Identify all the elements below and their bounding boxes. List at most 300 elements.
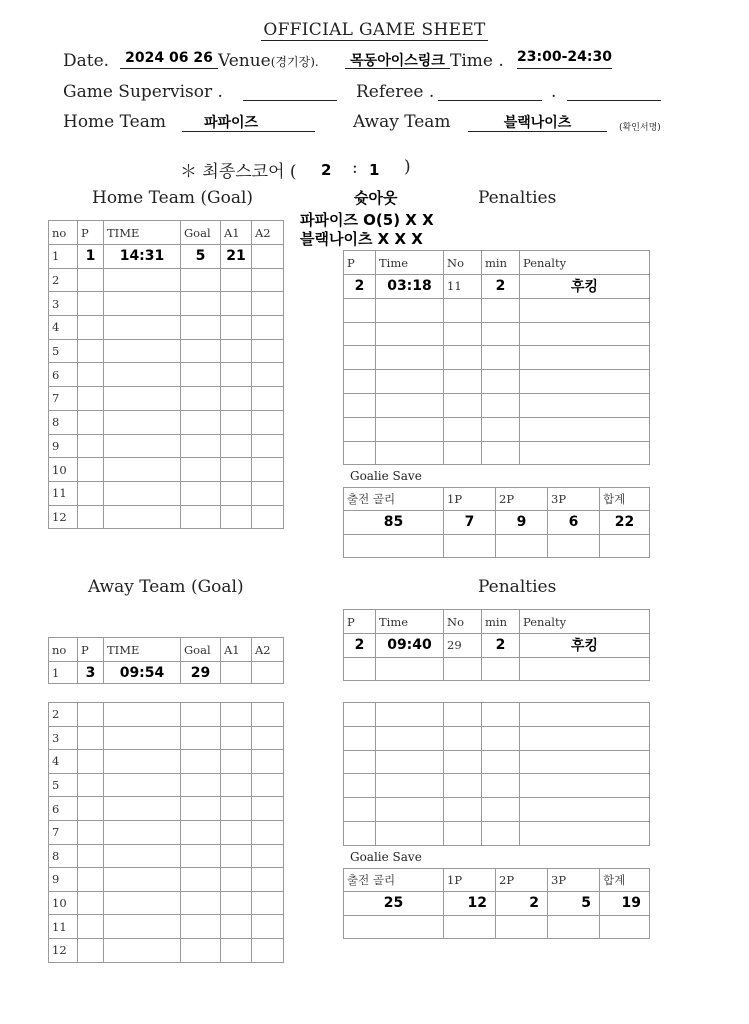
cell-no: 10 [49, 891, 78, 915]
cell-p [344, 798, 376, 822]
home-goalie-title: Goalie Save [350, 469, 422, 483]
cell-p [344, 750, 376, 774]
column-header: 3P [548, 869, 600, 892]
cell-time [376, 322, 444, 346]
cell-min [482, 774, 520, 798]
cell-p2: 9 [496, 511, 548, 535]
home-goal-title: Home Team (Goal) [92, 188, 254, 208]
cell-p [78, 750, 104, 774]
cell-goal [181, 750, 221, 774]
cell-no: 7 [49, 820, 78, 844]
cell-goal [181, 820, 221, 844]
column-header: No [444, 251, 482, 275]
final-score-close: ) [404, 157, 411, 177]
cell-goal [181, 797, 221, 821]
cell-time [104, 292, 181, 316]
home-goalie-table [343, 487, 650, 558]
cell-min [482, 417, 520, 441]
table-row [49, 387, 284, 411]
cell-p [78, 363, 104, 387]
table-row [344, 511, 650, 535]
time-label: Time . [450, 51, 504, 71]
cell-time [376, 726, 444, 750]
cell-no: 6 [49, 363, 78, 387]
cell-min [482, 750, 520, 774]
cell-p [78, 410, 104, 434]
cell-a2 [252, 915, 284, 939]
cell-goal: 5 [181, 245, 221, 269]
cell-a1: 21 [221, 245, 252, 269]
cell-penalty: 후킹 [520, 275, 650, 299]
column-header: P [344, 251, 376, 275]
table-header-row [49, 221, 284, 245]
cell-time [104, 481, 181, 505]
cell-time: 09:54 [104, 662, 181, 684]
cell-p [344, 703, 376, 727]
cell-penalty [520, 774, 650, 798]
cell-min [482, 703, 520, 727]
cell-p3 [548, 534, 600, 558]
table-row [49, 292, 284, 316]
home-penalties-title: Penalties [478, 188, 557, 208]
cell-a2 [252, 481, 284, 505]
table-row [49, 703, 284, 727]
cell-a2 [252, 844, 284, 868]
cell-time [104, 410, 181, 434]
table-row [49, 458, 284, 482]
cell-goal [181, 410, 221, 434]
column-header: 2P [496, 488, 548, 511]
date-label: Date. [63, 51, 110, 71]
cell-goal [181, 868, 221, 892]
table-row [344, 892, 650, 916]
cell-time [376, 821, 444, 845]
cell-a1 [221, 505, 252, 529]
cell-a1 [221, 868, 252, 892]
cell-a2 [252, 387, 284, 411]
cell-p3: 6 [548, 511, 600, 535]
table-row [49, 268, 284, 292]
cell-no: 29 [444, 634, 482, 658]
cell-no: 8 [49, 410, 78, 434]
cell-time [376, 750, 444, 774]
referee2-underline [567, 100, 661, 101]
table-header-row [344, 488, 650, 511]
cell-no [444, 657, 482, 681]
cell-p [344, 417, 376, 441]
cell-a1 [221, 726, 252, 750]
cell-a1 [221, 434, 252, 458]
cell-p [78, 481, 104, 505]
cell-goal [181, 363, 221, 387]
cell-p [78, 891, 104, 915]
cell-no: 10 [49, 458, 78, 482]
table-row [344, 370, 650, 394]
final-score-home: 2 [321, 161, 332, 179]
cell-p1 [444, 915, 496, 939]
cell-penalty [520, 798, 650, 822]
cell-no: 9 [49, 868, 78, 892]
cell-time [376, 774, 444, 798]
cell-p [78, 316, 104, 340]
cell-p [344, 821, 376, 845]
cell-p [344, 346, 376, 370]
cell-p [344, 322, 376, 346]
cell-time [104, 797, 181, 821]
cell-p [78, 703, 104, 727]
cell-p1 [444, 534, 496, 558]
cell-goal [181, 268, 221, 292]
home-penalties-table [343, 250, 650, 465]
cell-goalie: 85 [344, 511, 444, 535]
cell-no [444, 726, 482, 750]
column-header: Goal [181, 221, 221, 245]
final-score-label: ＊ 최종스코어 ( [180, 162, 297, 182]
date-value: 2024 06 26 [125, 50, 213, 66]
cell-p3: 5 [548, 892, 600, 916]
cell-min: 2 [482, 275, 520, 299]
column-header: A2 [252, 638, 284, 662]
cell-p2: 2 [496, 892, 548, 916]
cell-goal [181, 339, 221, 363]
cell-a2 [252, 268, 284, 292]
table-row [344, 275, 650, 299]
cell-no [444, 821, 482, 845]
table-header-row [344, 610, 650, 634]
cell-time [376, 657, 444, 681]
cell-a1 [221, 339, 252, 363]
cell-a1 [221, 797, 252, 821]
cell-goal [181, 844, 221, 868]
column-header: 합계 [600, 869, 650, 892]
cell-goal [181, 434, 221, 458]
cell-p1: 7 [444, 511, 496, 535]
column-header: P [78, 221, 104, 245]
cell-goal: 29 [181, 662, 221, 684]
cell-goal [181, 726, 221, 750]
cell-no: 6 [49, 797, 78, 821]
cell-penalty [520, 657, 650, 681]
cell-a1 [221, 316, 252, 340]
cell-penalty [520, 298, 650, 322]
cell-no: 11 [49, 481, 78, 505]
table-row [344, 657, 650, 681]
cell-time [376, 393, 444, 417]
cell-p [344, 726, 376, 750]
cell-no: 4 [49, 750, 78, 774]
cell-a1 [221, 915, 252, 939]
cell-time [104, 726, 181, 750]
column-header: 출전 골리 [344, 488, 444, 511]
table-row [49, 773, 284, 797]
column-header: 합계 [600, 488, 650, 511]
cell-a1 [221, 387, 252, 411]
column-header: TIME [104, 221, 181, 245]
cell-p [78, 938, 104, 962]
cell-no: 2 [49, 703, 78, 727]
cell-p [344, 657, 376, 681]
column-header: Penalty [520, 251, 650, 275]
referee-label: Referee . [356, 82, 435, 102]
cell-goal [181, 703, 221, 727]
venue-label: Venue(경기장). [218, 51, 319, 71]
cell-penalty [520, 322, 650, 346]
table-row [49, 844, 284, 868]
cell-time [104, 868, 181, 892]
shootout-home-line: 파파이즈 O(5) X X [300, 211, 434, 229]
cell-a2 [252, 292, 284, 316]
cell-time [104, 773, 181, 797]
cell-penalty: 후킹 [520, 634, 650, 658]
column-header: Time [376, 610, 444, 634]
table-row [49, 938, 284, 962]
table-row [49, 915, 284, 939]
cell-p [78, 268, 104, 292]
cell-a2 [252, 505, 284, 529]
table-row [344, 726, 650, 750]
cell-time [376, 417, 444, 441]
table-row [344, 441, 650, 465]
cell-a1 [221, 410, 252, 434]
table-row [49, 410, 284, 434]
column-header: P [344, 610, 376, 634]
table-row [344, 534, 650, 558]
cell-a2 [252, 868, 284, 892]
cell-no: 1 [49, 662, 78, 684]
cell-goalie: 25 [344, 892, 444, 916]
away-penalties-table [343, 702, 650, 846]
cell-a2 [252, 938, 284, 962]
cell-a2 [252, 434, 284, 458]
table-row [344, 798, 650, 822]
away-goalie-table [343, 868, 650, 939]
column-header: no [49, 221, 78, 245]
cell-no: 3 [49, 726, 78, 750]
away-goal-table [48, 702, 284, 963]
table-row [49, 891, 284, 915]
referee-separator: . [551, 82, 557, 102]
cell-a1 [221, 938, 252, 962]
cell-p [78, 434, 104, 458]
table-row [344, 346, 650, 370]
column-header: A1 [221, 638, 252, 662]
cell-p [78, 915, 104, 939]
table-row [49, 505, 284, 529]
cell-p2 [496, 915, 548, 939]
cell-time [104, 434, 181, 458]
cell-no: 5 [49, 339, 78, 363]
supervisor-label: Game Supervisor . [63, 82, 223, 102]
table-row [344, 322, 650, 346]
cell-no [444, 322, 482, 346]
cell-no [444, 346, 482, 370]
cell-p [78, 868, 104, 892]
cell-time [376, 441, 444, 465]
cell-a2 [252, 363, 284, 387]
column-header: A2 [252, 221, 284, 245]
away-team-value: 블랙나이츠 [503, 115, 572, 131]
cell-goal [181, 891, 221, 915]
table-row [49, 363, 284, 387]
cell-no: 8 [49, 844, 78, 868]
table-row [49, 316, 284, 340]
cell-time [376, 798, 444, 822]
table-row [344, 774, 650, 798]
column-header: Goal [181, 638, 221, 662]
cell-no: 12 [49, 505, 78, 529]
cell-penalty [520, 441, 650, 465]
cell-a2 [252, 820, 284, 844]
cell-penalty [520, 370, 650, 394]
cell-time [376, 346, 444, 370]
cell-a1 [221, 750, 252, 774]
cell-no [444, 417, 482, 441]
cell-penalty [520, 726, 650, 750]
cell-min: 2 [482, 634, 520, 658]
cell-p [78, 387, 104, 411]
cell-penalty [520, 821, 650, 845]
cell-goal [181, 387, 221, 411]
cell-p [78, 505, 104, 529]
cell-no [444, 393, 482, 417]
cell-p [344, 370, 376, 394]
cell-a2 [252, 750, 284, 774]
time-underline [517, 68, 612, 69]
cell-no: 11 [444, 275, 482, 299]
cell-time [104, 703, 181, 727]
cell-time [104, 316, 181, 340]
cell-a2 [252, 662, 284, 684]
cell-no: 1 [49, 245, 78, 269]
table-row [344, 298, 650, 322]
cell-time [104, 844, 181, 868]
cell-min [482, 393, 520, 417]
column-header: 1P [444, 869, 496, 892]
cell-a2 [252, 891, 284, 915]
cell-no: 11 [49, 915, 78, 939]
table-row [49, 820, 284, 844]
cell-p2 [496, 534, 548, 558]
away-goalie-title: Goalie Save [350, 850, 422, 864]
away-goal-title: Away Team (Goal) [88, 577, 244, 597]
cell-p [344, 393, 376, 417]
cell-min [482, 726, 520, 750]
column-header: A1 [221, 221, 252, 245]
cell-goal [181, 458, 221, 482]
table-row [344, 821, 650, 845]
column-header: no [49, 638, 78, 662]
table-row [49, 797, 284, 821]
cell-time [104, 750, 181, 774]
cell-goal [181, 292, 221, 316]
cell-no: 7 [49, 387, 78, 411]
supervisor-underline [243, 100, 337, 101]
cell-goal [181, 481, 221, 505]
cell-min [482, 370, 520, 394]
cell-no: 12 [49, 938, 78, 962]
cell-p [344, 298, 376, 322]
cell-min [482, 441, 520, 465]
cell-penalty [520, 750, 650, 774]
cell-a1 [221, 363, 252, 387]
referee-underline [438, 100, 542, 101]
table-row [49, 868, 284, 892]
cell-a1 [221, 458, 252, 482]
cell-a1 [221, 773, 252, 797]
cell-a1 [221, 662, 252, 684]
shootout-away-line: 블랙나이츠 X X X [300, 230, 423, 248]
cell-a2 [252, 339, 284, 363]
cell-time [104, 339, 181, 363]
cell-p [344, 441, 376, 465]
table-row [344, 915, 650, 939]
cell-time [376, 298, 444, 322]
cell-no: 4 [49, 316, 78, 340]
cell-penalty [520, 703, 650, 727]
cell-min [482, 798, 520, 822]
cell-p: 2 [344, 634, 376, 658]
cell-a2 [252, 703, 284, 727]
cell-time [104, 458, 181, 482]
column-header: No [444, 610, 482, 634]
home-team-label: Home Team [63, 112, 166, 132]
cell-goalie [344, 915, 444, 939]
cell-no [444, 370, 482, 394]
away-penalties-title: Penalties [478, 577, 557, 597]
table-row [49, 481, 284, 505]
cell-time [104, 891, 181, 915]
cell-p: 1 [78, 245, 104, 269]
cell-a1 [221, 703, 252, 727]
cell-p [344, 774, 376, 798]
cell-p3 [548, 915, 600, 939]
column-header: min [482, 610, 520, 634]
table-row [49, 245, 284, 269]
column-header: 3P [548, 488, 600, 511]
column-header: Time [376, 251, 444, 275]
column-header: 출전 골리 [344, 869, 444, 892]
cell-p: 2 [344, 275, 376, 299]
cell-p [78, 339, 104, 363]
cell-time [376, 370, 444, 394]
sheet-title: OFFICIAL GAME SHEET [263, 20, 486, 40]
cell-p [78, 797, 104, 821]
cell-no: 5 [49, 773, 78, 797]
cell-a1 [221, 820, 252, 844]
cell-time: 03:18 [376, 275, 444, 299]
home-goal-table [48, 220, 284, 529]
cell-p [78, 726, 104, 750]
cell-goal [181, 773, 221, 797]
table-row [344, 750, 650, 774]
table-row [344, 634, 650, 658]
table-row [49, 662, 284, 684]
cell-min [482, 821, 520, 845]
cell-time [104, 938, 181, 962]
cell-min [482, 657, 520, 681]
cell-a2 [252, 458, 284, 482]
time-value: 23:00-24:30 [517, 49, 612, 65]
table-row [344, 417, 650, 441]
cell-p1: 12 [444, 892, 496, 916]
table-header-row [344, 869, 650, 892]
cell-goal [181, 915, 221, 939]
cell-a1 [221, 891, 252, 915]
table-row [344, 703, 650, 727]
cell-total: 22 [600, 511, 650, 535]
shootout-title: 슛아웃 [354, 189, 398, 207]
cell-time [104, 915, 181, 939]
